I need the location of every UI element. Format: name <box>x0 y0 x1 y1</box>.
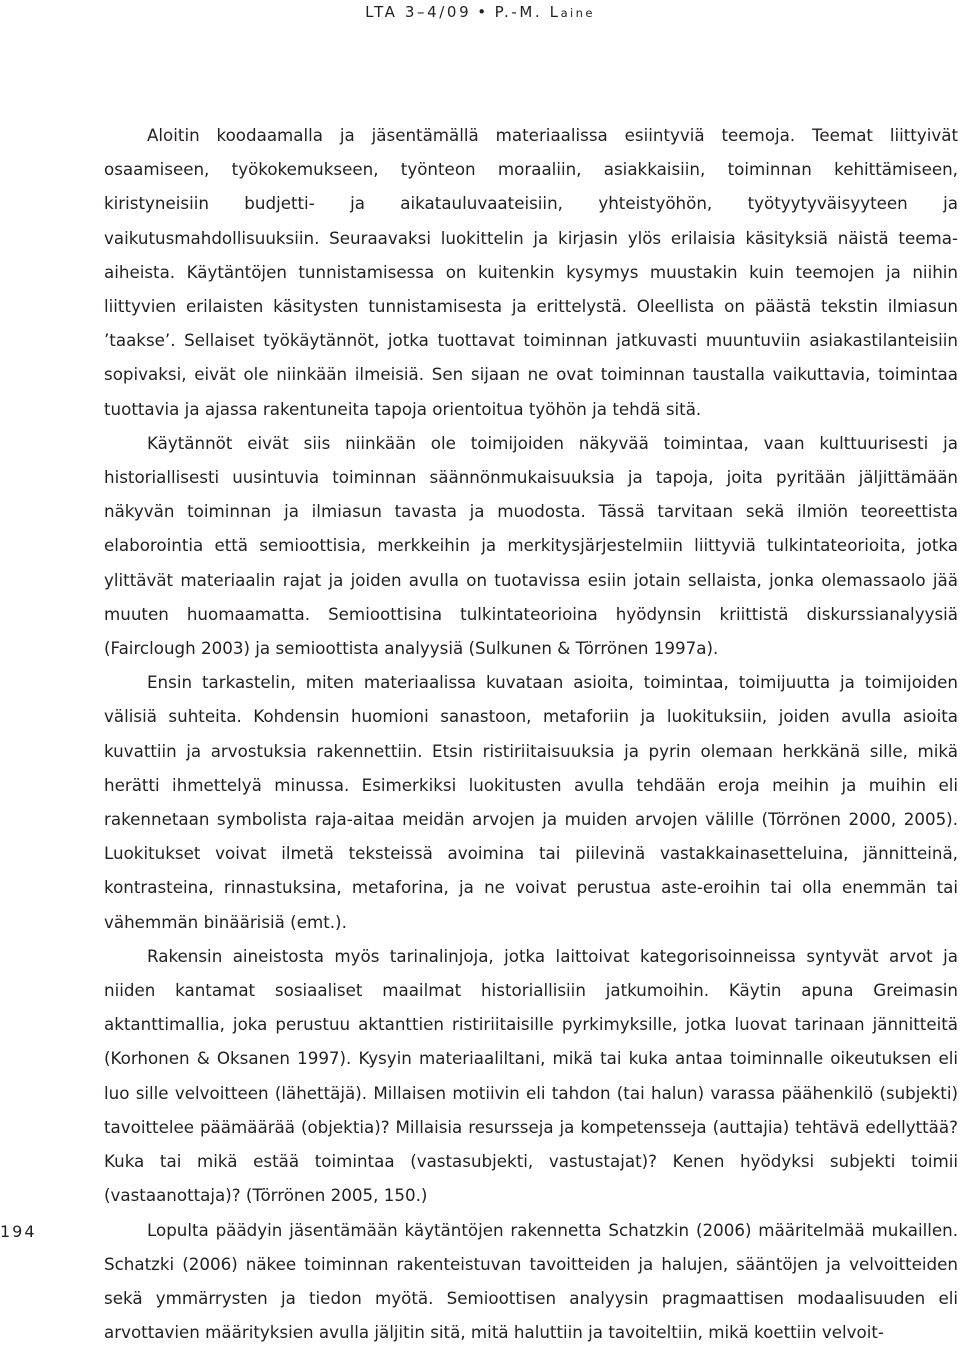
running-header <box>0 2 960 23</box>
journal-issue: LTA 3–4/09 <box>365 3 471 21</box>
paragraph-1: Aloitin koodaamalla ja jäsentämällä materiaalissa esiintyviä teemoja. Teemat liittyivät osaamiseen, työkokemukseen, työnteon moraaliin, asiakkaisiin, toiminnan kehittämiseen, kiristyneisiin budjetti- ja aikatauluvaateisiin, yhteistyöhön, työtyytyväisyyteen ja vaikutusmahdollisuuksiin. Seuraavaksi luokittelin ja kirjasin ylös erilaisia käsityksiä näistä teema-aiheista. Käytäntöjen tunnistamisessa on kuitenkin kysymys muustakin kuin teemojen ja niihin liittyvien erilaisten käsitysten tunnistamisesta ja erittelystä. Oleellista on päästä tekstin ilmiasun ’taakse’. Sellaiset työkäytännöt, jotka tuottavat toiminnan jatkuvasti muuntuviin asiakastilanteisiin sopivaksi, eivät ole niinkään ilmeisiä. Sen sijaan ne ovat toiminnan taustalla vaikuttavia, toimintaa tuottavia ja ajassa rakentuneita tapoja orientoitua työhön ja tehdä sitä. <box>104 118 958 426</box>
author-surname-rest: aine <box>561 6 595 20</box>
paragraph-2: Käytännöt eivät siis niinkään ole toimijoiden näkyvää toimintaa, vaan kulttuurisesti ja historiallisesti uusintuvia toiminnan säännönmukaisuuksia ja tapoja, joita pyritään jäljittämään näkyvän toiminnan ja ilmiasun tavasta ja muodosta. Tässä tarvitaan sekä ilmiön teoreettista elaborointia että semioottisia, merkkeihin ja merkitysjärjestelmiin liittyviä tulkintateorioita, jotka ylittävät materiaalin rajat ja joiden avulla on tuotavissa esiin jotain sellaista, jonka olemassaolo jää muuten huomaamatta. Semioottisina tulkintateorioina hyödynsin kriittistä diskurssianalyysiä (Fairclough 2003) ja semioottista analyysiä (Sulkunen & Törrönen 1997a). <box>104 426 958 665</box>
header-separator: • <box>477 3 488 21</box>
author-initials: P.-M. L <box>495 3 561 21</box>
paragraph-5: Lopulta päädyin jäsentämään käytäntöjen rakennetta Schatzkin (2006) määritelmää mukaillen. Schatzki (2006) näkee toiminnan rakenteistuvan tavoitteiden ja halujen, sääntöjen ja velvoitteiden sekä ymmärrysten ja tiedon myötä. Semioottisen analyysin pragmaattisen modaalisuuden eli arvottavien määrityksien avulla jäljitin sitä, mitä haluttiin ja tavoiteltiin, mikä koettiin velvoit- <box>104 1213 958 1349</box>
page-number: 194 <box>0 1222 37 1241</box>
paragraph-4: Rakensin aineistosta myös tarinalinjoja, jotka laittoivat kategorisoinneissa syntyvät arvot ja niiden kantamat sosiaaliset maailmat historiallisiin jatkumoihin. Käytin apuna Greimasin aktanttimallia, joka perustuu aktanttien ristiriitaisille pyrkimyksille, jotka luovat tarinaan jännitteitä (Korhonen & Oksanen 1997). Kysyin materiaaliltani, mikä tai kuka antaa toiminnalle oikeutuksen eli luo sille velvoitteen (lähettäjä). Millaisen motiivin eli tahdon (tai halun) varassa päähenkilö (subjekti) tavoittelee päämäärää (objektia)? Millaisia resursseja ja kompetensseja (auttajia) tehtävä edellyttää? Kuka tai mikä estää toimintaa (vastasubjekti, vastustajat)? Kenen hyödyksi subjekti toimii (vastaanottaja)? (Törrönen 2005, 150.) <box>104 939 958 1213</box>
paragraph-3: Ensin tarkastelin, miten materiaalissa kuvataan asioita, toimintaa, toimijuutta ja toimijoiden välisiä suhteita. Kohdensin huomioni sanastoon, metaforiin ja luokituksiin, joiden avulla asioita kuvattiin ja arvostuksia rakennettiin. Etsin ristiriitaisuuksia ja pyrin olemaan herkkänä sille, mikä herätti ihmettelyä minussa. Esimerkiksi luokitusten avulla tehdään eroja meihin ja muihin eli rakennetaan symbolista raja-aitaa meidän arvojen ja muiden arvojen välille (Törrönen 2000, 2005). Luokitukset voivat ilmetä teksteissä avoimina tai piilevinä vastakkainasetteluina, jännitteinä, kontrasteina, rinnastuksina, metaforina, ja ne voivat perustua aste-eroihin tai olla enemmän tai vähemmän binäärisiä (emt.). <box>104 665 958 939</box>
article-body <box>104 118 958 1349</box>
